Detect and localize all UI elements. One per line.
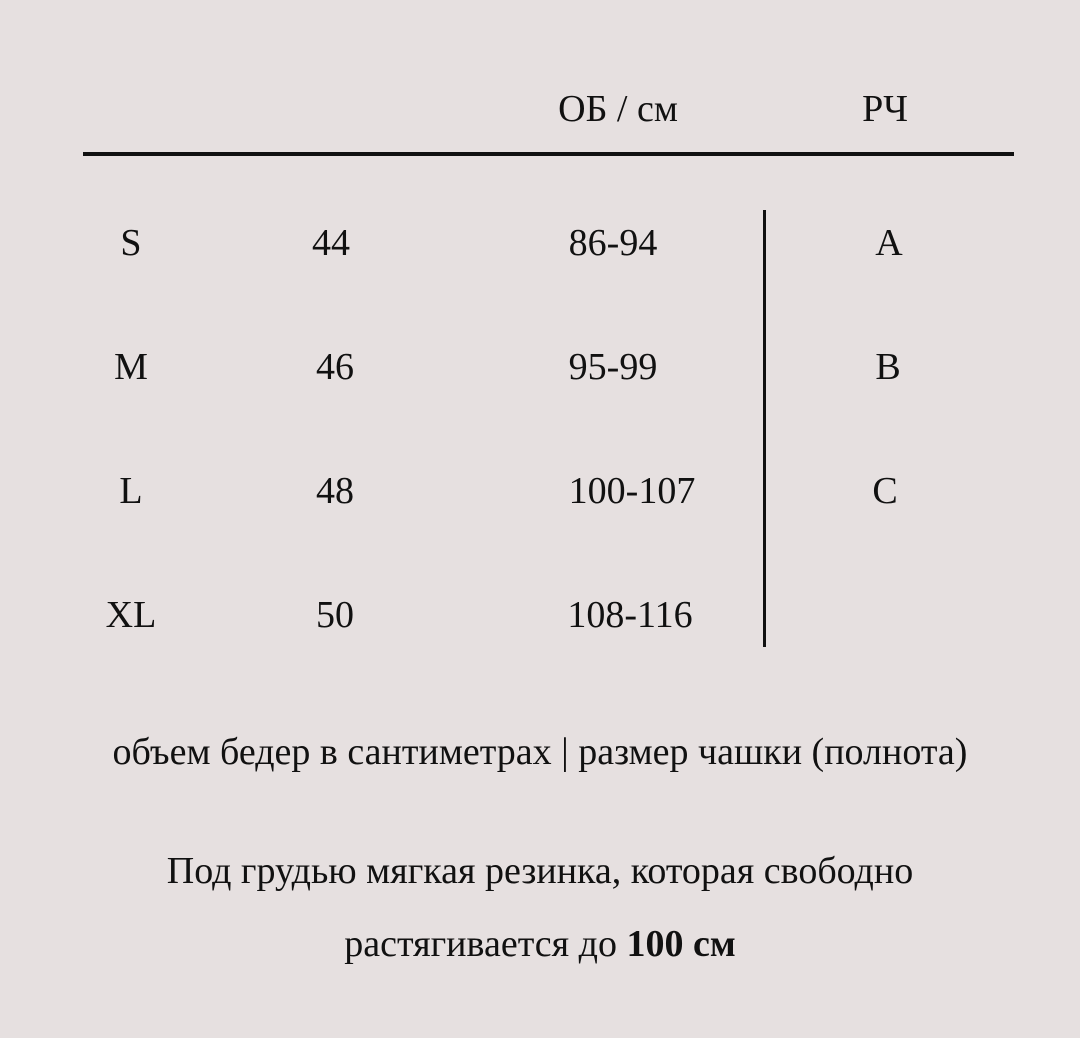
ru-size: 46 (316, 346, 354, 388)
note-line-2 (0, 925, 1080, 963)
note-line-2-text: растягивается до (344, 923, 627, 965)
column-divider (763, 210, 766, 647)
size-label: L (119, 470, 143, 512)
header-divider (83, 152, 1014, 156)
header-hip-circumference: ОБ / см (558, 88, 678, 130)
size-label: M (114, 346, 148, 388)
ru-size: 50 (316, 594, 354, 636)
ru-size: 44 (312, 222, 350, 264)
hip-range: 86-94 (568, 222, 658, 264)
hip-range: 108-116 (567, 594, 693, 636)
cup-size: C (872, 470, 898, 512)
note-max-stretch: 100 см (626, 923, 736, 965)
hip-range: 95-99 (568, 346, 658, 388)
header-cup-size: РЧ (862, 88, 908, 130)
ru-size: 48 (316, 470, 354, 512)
legend-caption: объем бедер в сантиметрах | размер чашки (полнота) (112, 731, 968, 773)
size-label: XL (105, 594, 157, 636)
note-line-1: Под грудью мягкая резинка, которая свободно (166, 850, 914, 892)
hip-range: 100-107 (568, 470, 696, 512)
cup-size: A (875, 222, 903, 264)
size-label: S (120, 222, 142, 264)
cup-size: B (875, 346, 901, 388)
